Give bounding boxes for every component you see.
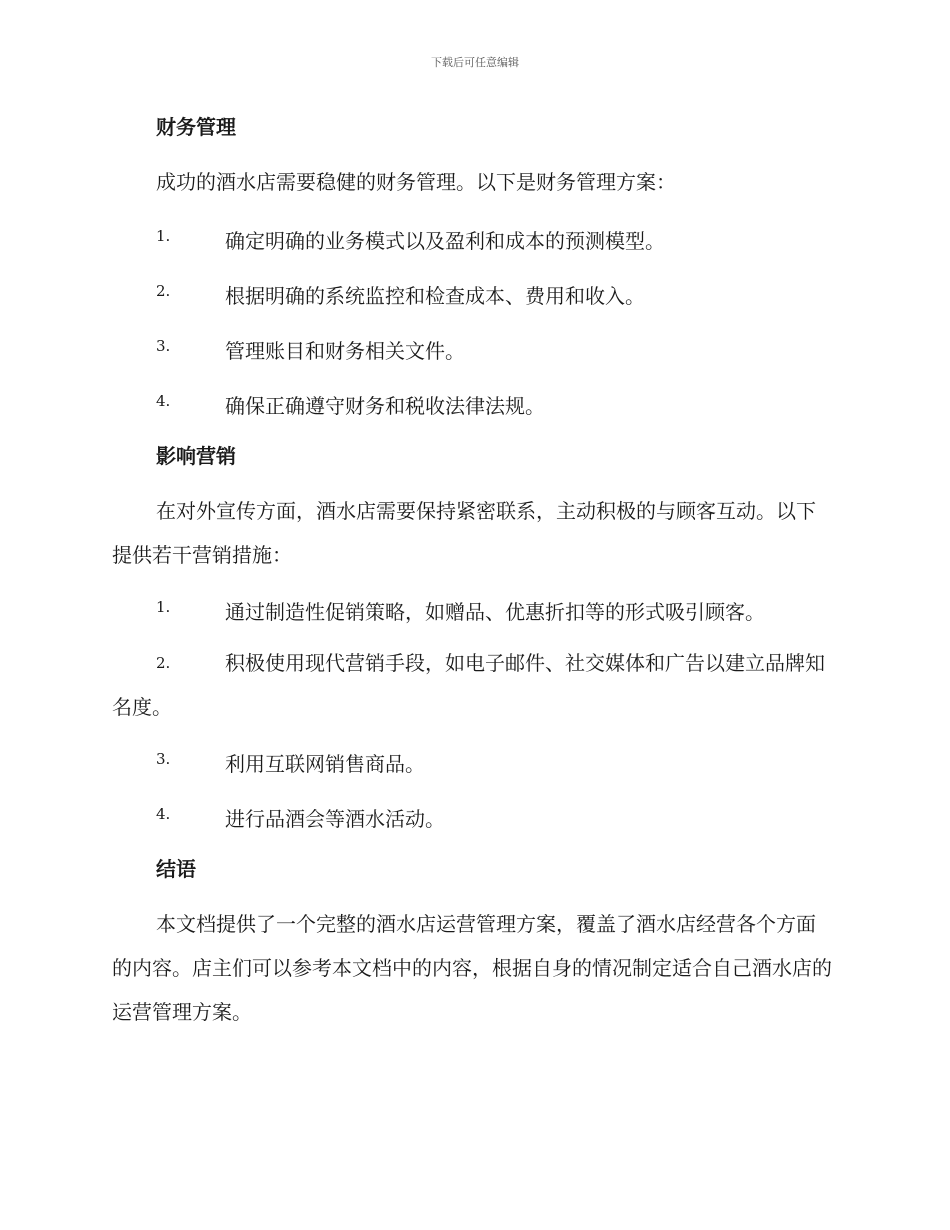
page-header-note: 下载后可任意编辑 <box>431 56 519 69</box>
list-item-text: 利用互联网销售商品。 <box>225 752 425 776</box>
list-item-text: 积极使用现代营销手段，如电子邮件、社交媒体和广告以建立品牌知名度。 <box>112 651 825 719</box>
section-heading-finance: 财务管理 <box>156 115 236 139</box>
list-item-text: 确保正确遵守财务和税收法律法规。 <box>225 394 545 418</box>
list-item-text: 管理账目和财务相关文件。 <box>225 339 465 363</box>
list-item-text: 进行品酒会等酒水活动。 <box>225 807 445 831</box>
list-item-text: 根据明确的系统监控和检查成本、费用和收入。 <box>225 284 645 308</box>
list-item-number: 4. <box>156 392 171 410</box>
list-item-number: 1. <box>156 598 171 616</box>
finance-intro: 成功的酒水店需要稳健的财务管理。以下是财务管理方案： <box>156 170 676 194</box>
section-heading-marketing: 影响营销 <box>156 444 236 468</box>
list-item-number: 2. <box>156 282 171 300</box>
list-item-number: 4. <box>156 805 171 823</box>
list-item-number: 3. <box>156 750 171 768</box>
list-item-text: 确定明确的业务模式以及盈利和成本的预测模型。 <box>225 229 665 253</box>
marketing-intro: 在对外宣传方面，酒水店需要保持紧密联系，主动积极的与顾客互动。以下提供若干营销措施： <box>112 499 816 567</box>
list-item <box>112 641 834 729</box>
list-item-text: 通过制造性促销策略，如赠品、优惠折扣等的形式吸引顾客。 <box>225 600 765 624</box>
conclusion-body: 本文档提供了一个完整的酒水店运营管理方案，覆盖了酒水店经营各个方面的内容。店主们可以参考本文档中的内容，根据自身的情况制定适合自己酒水店的运营管理方案。 <box>112 912 832 1024</box>
list-item-number: 1. <box>156 227 171 245</box>
list-item-number: 2. <box>156 654 171 672</box>
list-item-number: 3. <box>156 337 171 355</box>
section-heading-conclusion: 结语 <box>156 857 196 881</box>
